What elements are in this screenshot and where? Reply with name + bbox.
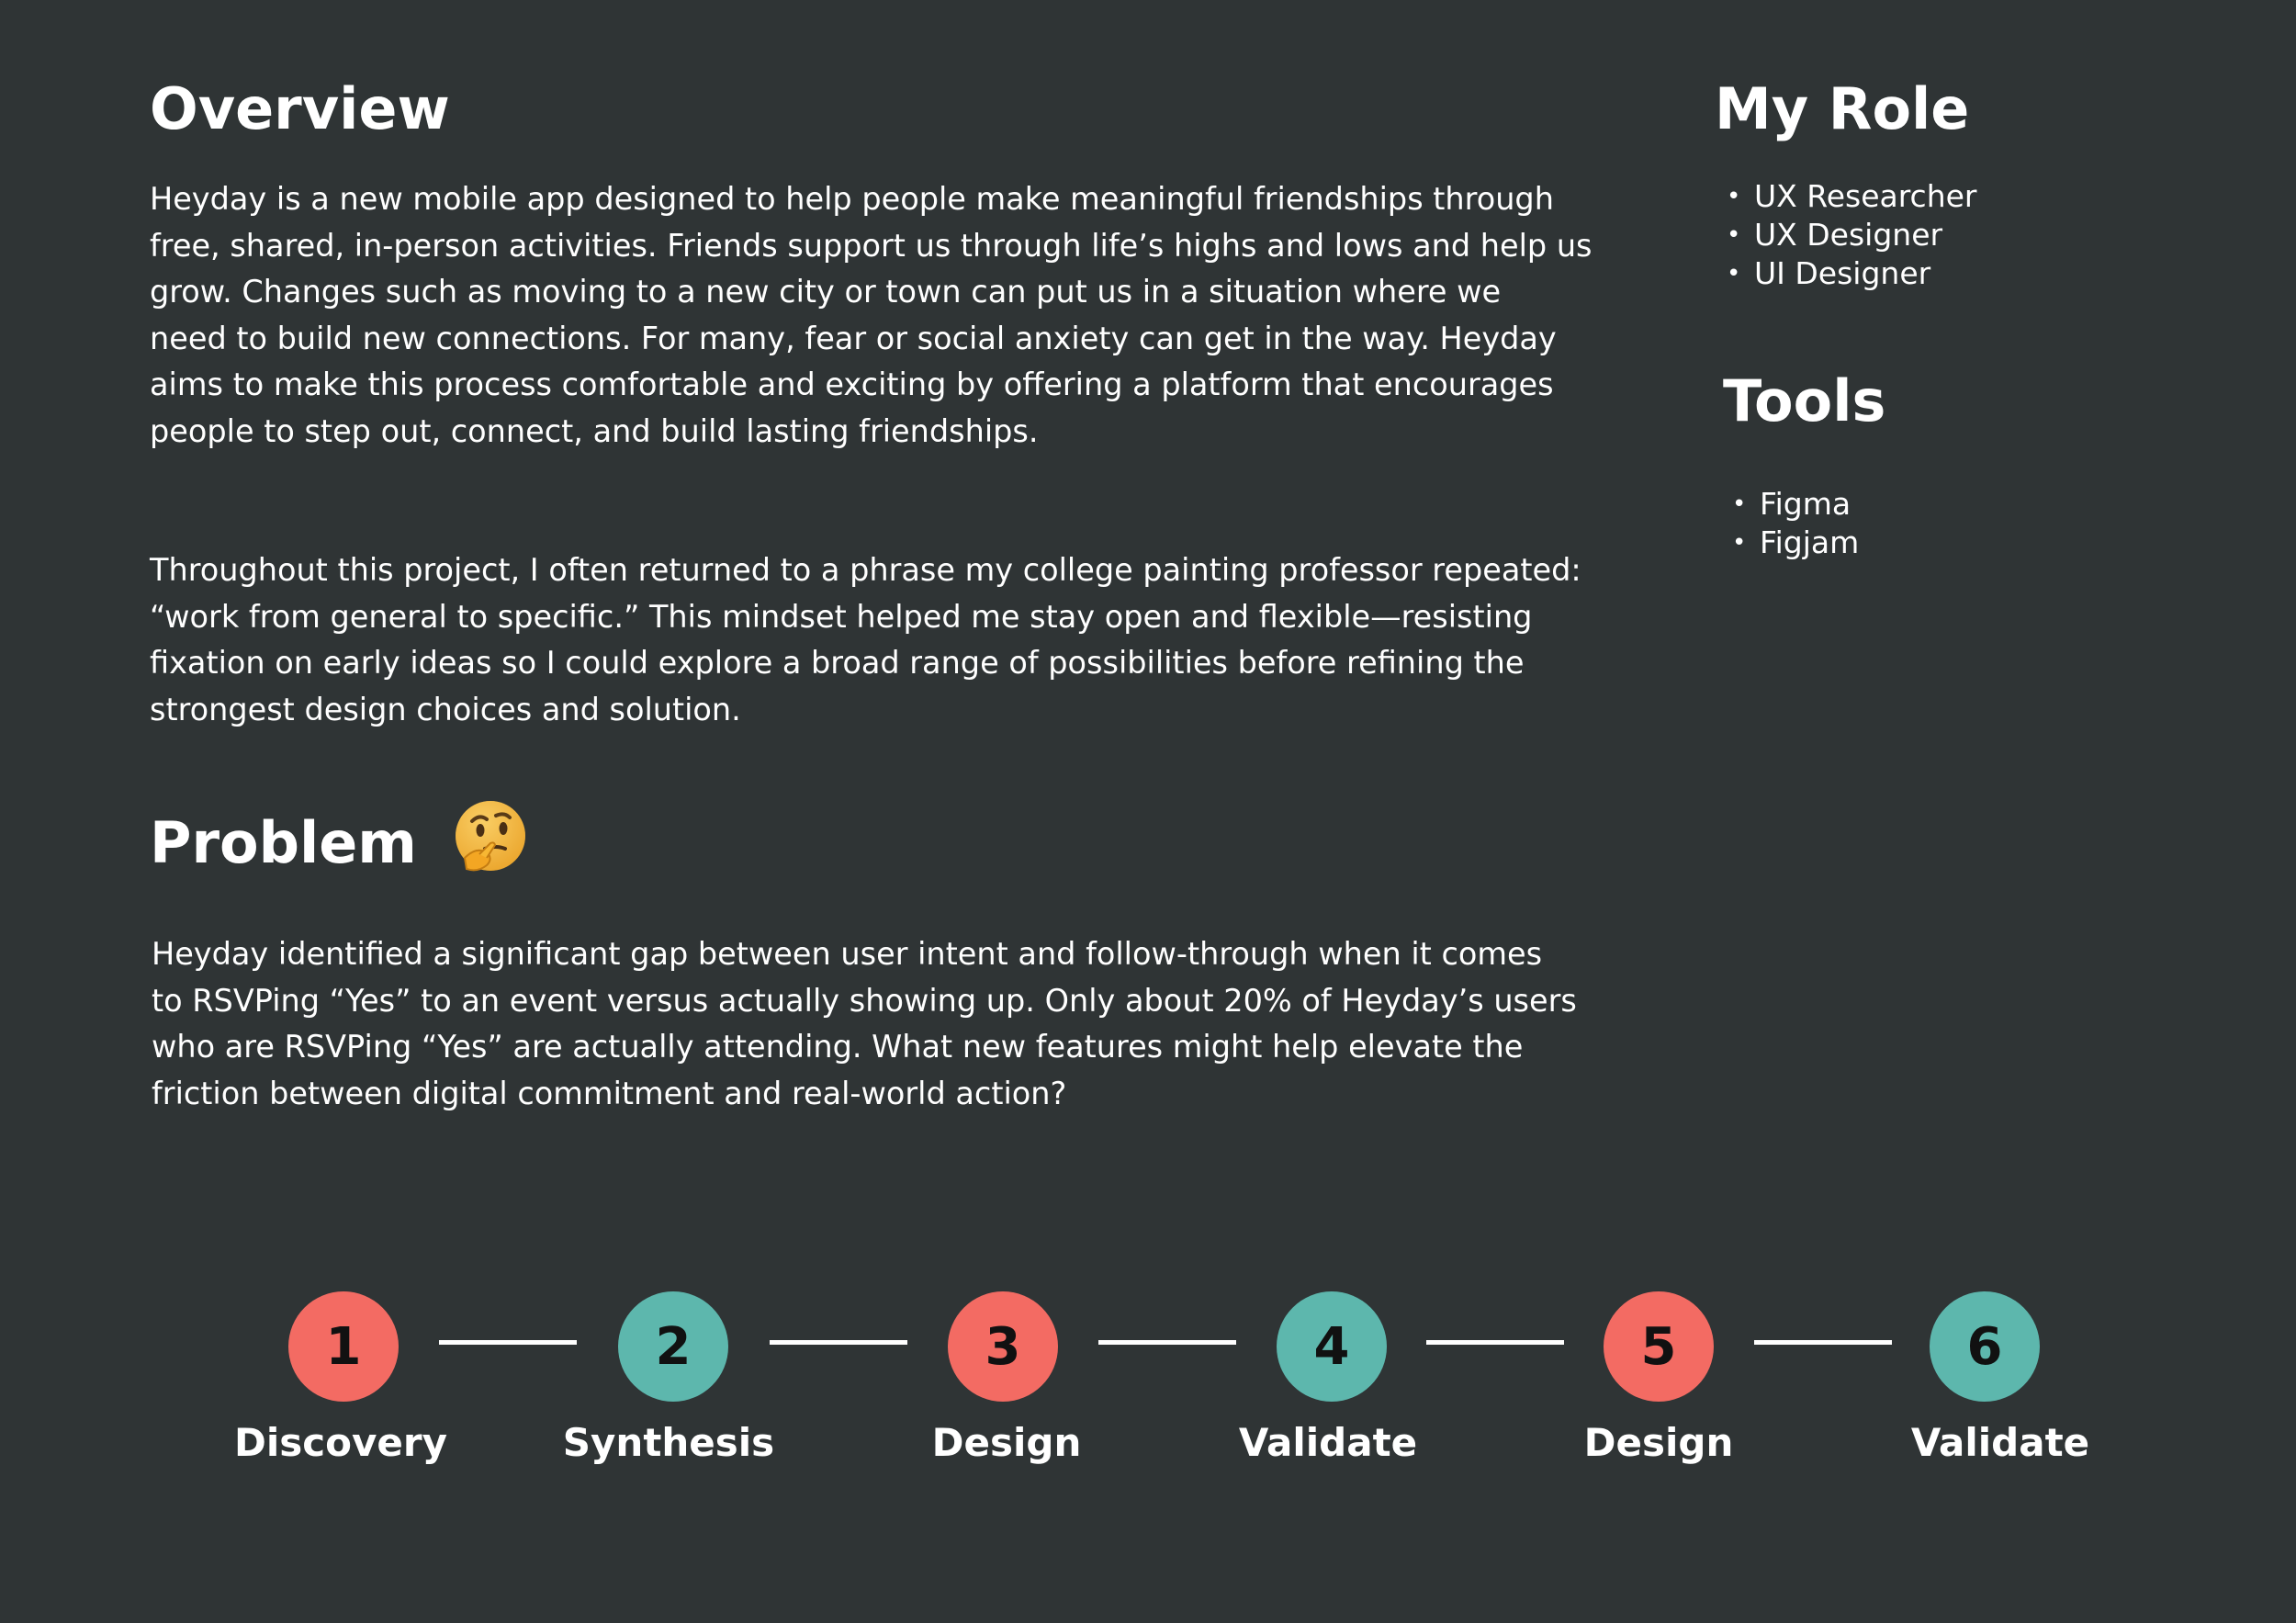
problem-paragraph [152,931,1577,1117]
overview-p1-line: grow. Changes such as moving to a new city or town can put us in a situation where we [150,274,1502,310]
overview-paragraph-2 [150,547,1581,733]
step-4-circle: 4 [1277,1291,1387,1402]
tools-list [1732,485,1859,562]
overview-p2-line: fixation on early ideas so I could explore a broad range of possibilities before refining the [150,645,1525,682]
timeline-connector [1754,1340,1892,1345]
step-5-circle: 5 [1604,1291,1714,1402]
timeline-connector [1426,1340,1564,1345]
step-2-label: Synthesis [562,1420,775,1465]
list-item: • UI Designer [1727,254,1977,293]
overview-p1-line: need to build new connections. For many, fear or social anxiety can get in the way. Heyday [150,320,1557,356]
step-6-circle: 6 [1930,1291,2040,1402]
problem-line: Heyday identified a significant gap between user intent and follow-through when it comes [152,936,1543,972]
step-6-label: Validate [1910,1420,2090,1465]
overview-p1-line: Heyday is a new mobile app designed to help people make meaningful friendships through [150,181,1554,217]
step-4-label: Validate [1238,1420,1418,1465]
timeline-connector [439,1340,577,1345]
overview-p2-line: Throughout this project, I often returned to a phrase my college painting professor repeated: [150,552,1581,588]
step-1-label: Discovery [234,1420,447,1465]
step-2-circle: 2 [618,1291,728,1402]
overview-heading: Overview [150,75,450,142]
problem-line: who are RSVPing “Yes” are actually attending. What new features might help elevate the [152,1029,1524,1065]
list-item: • Figma [1732,485,1859,524]
overview-p1-line: people to step out, connect, and build lasting friendships. [150,412,1039,449]
role-list [1727,177,1977,293]
overview-p1-line: free, shared, in-person activities. Friends support us through life’s highs and lows and help us [150,227,1593,264]
step-5-label: Design [1583,1420,1734,1465]
problem-line: to RSVPing “Yes” to an event versus actually showing up. Only about 20% of Heyday’s users [152,982,1577,1019]
problem-line: friction between digital commitment and real-world action? [152,1075,1067,1111]
timeline-connector [770,1340,907,1345]
step-3-circle: 3 [948,1291,1058,1402]
list-item: • UX Researcher [1727,177,1977,216]
overview-p2-line: “work from general to specific.” This mindset helped me stay open and flexible—resisting [150,598,1533,635]
step-1-circle: 1 [288,1291,399,1402]
tools-heading: Tools [1723,367,1886,434]
list-item: • UX Designer [1727,216,1977,254]
thinking-face-icon [452,799,529,876]
overview-p2-line: strongest design choices and solution. [150,691,741,727]
list-item: • Figjam [1732,524,1859,562]
problem-heading: Problem [150,809,417,876]
my-role-heading: My Role [1715,75,1970,142]
overview-p1-line: aims to make this process comfortable and exciting by offering a platform that encourages [150,366,1554,403]
overview-paragraph-1 [150,176,1593,456]
step-3-label: Design [931,1420,1082,1465]
timeline-connector [1098,1340,1236,1345]
